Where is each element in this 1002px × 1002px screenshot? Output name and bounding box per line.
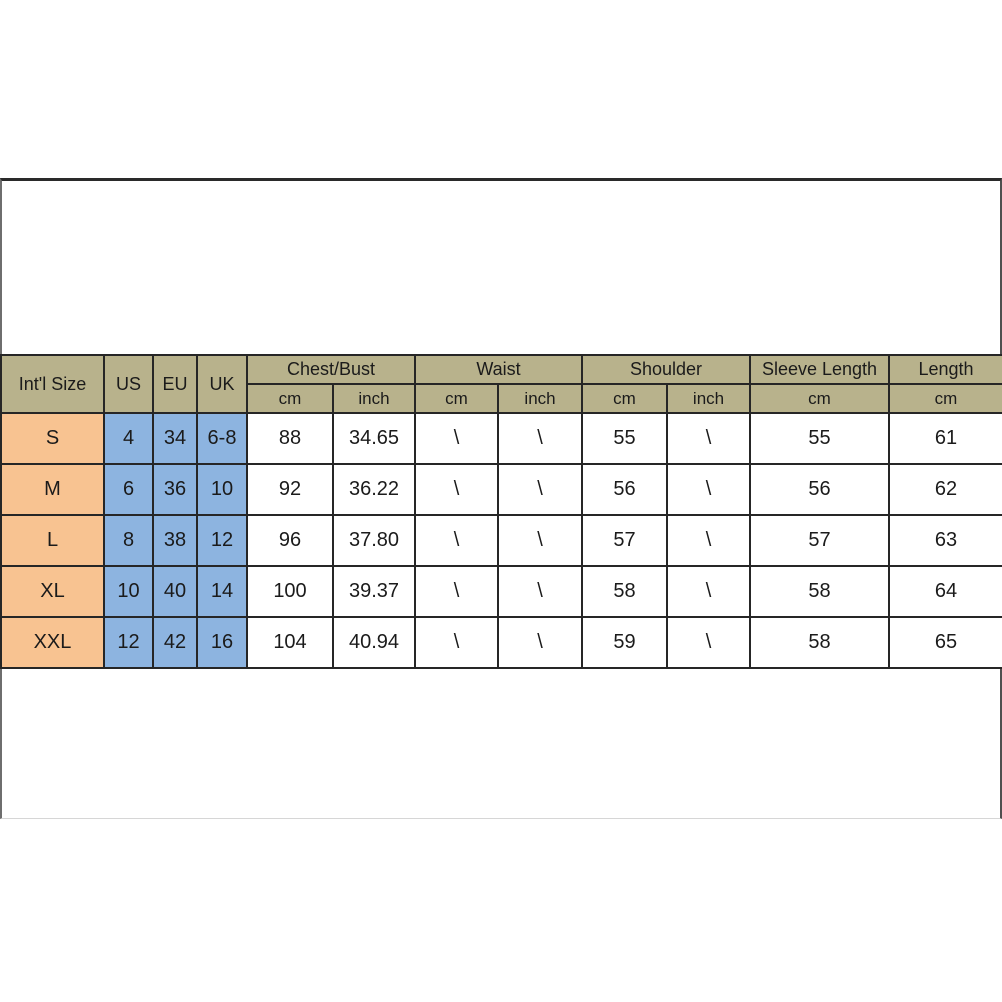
header-uk: UK bbox=[197, 355, 247, 413]
sleeve-cm-cell: 58 bbox=[750, 566, 889, 617]
shoulder-cm-cell: 56 bbox=[582, 464, 667, 515]
waist-inch-cell: \ bbox=[498, 566, 582, 617]
table-header bbox=[1, 355, 1002, 413]
shoulder-cm-cell: 57 bbox=[582, 515, 667, 566]
intl-size-cell: XXL bbox=[1, 617, 104, 668]
waist-cm-cell: \ bbox=[415, 566, 498, 617]
eu-cell: 38 bbox=[153, 515, 197, 566]
header-waist: Waist bbox=[415, 355, 582, 384]
sleeve-cm-cell: 58 bbox=[750, 617, 889, 668]
shoulder-inch-unit: inch bbox=[667, 384, 750, 413]
shoulder-cm-unit: cm bbox=[582, 384, 667, 413]
table-row-m bbox=[1, 464, 1002, 515]
header-group-row bbox=[1, 355, 1002, 384]
us-cell: 12 bbox=[104, 617, 153, 668]
waist-cm-cell: \ bbox=[415, 515, 498, 566]
uk-cell: 16 bbox=[197, 617, 247, 668]
chest-inch-cell: 37.80 bbox=[333, 515, 415, 566]
header-shoulder: Shoulder bbox=[582, 355, 750, 384]
size-chart-table bbox=[0, 354, 1002, 669]
shoulder-cm-cell: 58 bbox=[582, 566, 667, 617]
sleeve-cm-cell: 57 bbox=[750, 515, 889, 566]
eu-cell: 36 bbox=[153, 464, 197, 515]
shoulder-inch-cell: \ bbox=[667, 515, 750, 566]
table-row-s bbox=[1, 413, 1002, 464]
uk-cell: 14 bbox=[197, 566, 247, 617]
waist-cm-cell: \ bbox=[415, 464, 498, 515]
shoulder-inch-cell: \ bbox=[667, 617, 750, 668]
intl-size-cell: M bbox=[1, 464, 104, 515]
waist-inch-unit: inch bbox=[498, 384, 582, 413]
us-cell: 10 bbox=[104, 566, 153, 617]
header-length: Length bbox=[889, 355, 1002, 384]
header-intl-size: Int'l Size bbox=[1, 355, 104, 413]
chest-cm-cell: 104 bbox=[247, 617, 333, 668]
waist-cm-cell: \ bbox=[415, 413, 498, 464]
sleeve-cm-cell: 56 bbox=[750, 464, 889, 515]
intl-size-cell: L bbox=[1, 515, 104, 566]
chest-cm-cell: 92 bbox=[247, 464, 333, 515]
header-eu: EU bbox=[153, 355, 197, 413]
length-cm-cell: 61 bbox=[889, 413, 1002, 464]
intl-size-cell: XL bbox=[1, 566, 104, 617]
chest-cm-cell: 100 bbox=[247, 566, 333, 617]
waist-inch-cell: \ bbox=[498, 515, 582, 566]
shoulder-inch-cell: \ bbox=[667, 464, 750, 515]
length-cm-cell: 64 bbox=[889, 566, 1002, 617]
waist-cm-unit: cm bbox=[415, 384, 498, 413]
length-cm-cell: 62 bbox=[889, 464, 1002, 515]
header-chest-bust: Chest/Bust bbox=[247, 355, 415, 384]
shoulder-inch-cell: \ bbox=[667, 566, 750, 617]
waist-cm-cell: \ bbox=[415, 617, 498, 668]
chest-cm-cell: 96 bbox=[247, 515, 333, 566]
sleeve-cm-unit: cm bbox=[750, 384, 889, 413]
eu-cell: 42 bbox=[153, 617, 197, 668]
length-cm-unit: cm bbox=[889, 384, 1002, 413]
shoulder-cm-cell: 55 bbox=[582, 413, 667, 464]
header-us: US bbox=[104, 355, 153, 413]
table-body bbox=[1, 413, 1002, 668]
waist-inch-cell: \ bbox=[498, 464, 582, 515]
shoulder-inch-cell: \ bbox=[667, 413, 750, 464]
chest-cm-cell: 88 bbox=[247, 413, 333, 464]
chest-inch-cell: 36.22 bbox=[333, 464, 415, 515]
eu-cell: 40 bbox=[153, 566, 197, 617]
table-row-xxl bbox=[1, 617, 1002, 668]
uk-cell: 10 bbox=[197, 464, 247, 515]
header-sleeve-length: Sleeve Length bbox=[750, 355, 889, 384]
chest-inch-cell: 34.65 bbox=[333, 413, 415, 464]
uk-cell: 6-8 bbox=[197, 413, 247, 464]
length-cm-cell: 65 bbox=[889, 617, 1002, 668]
shoulder-cm-cell: 59 bbox=[582, 617, 667, 668]
us-cell: 8 bbox=[104, 515, 153, 566]
waist-inch-cell: \ bbox=[498, 413, 582, 464]
chest-inch-unit: inch bbox=[333, 384, 415, 413]
chest-cm-unit: cm bbox=[247, 384, 333, 413]
sleeve-cm-cell: 55 bbox=[750, 413, 889, 464]
table-row-xl bbox=[1, 566, 1002, 617]
table-row-l bbox=[1, 515, 1002, 566]
us-cell: 6 bbox=[104, 464, 153, 515]
chest-inch-cell: 39.37 bbox=[333, 566, 415, 617]
intl-size-cell: S bbox=[1, 413, 104, 464]
waist-inch-cell: \ bbox=[498, 617, 582, 668]
eu-cell: 34 bbox=[153, 413, 197, 464]
length-cm-cell: 63 bbox=[889, 515, 1002, 566]
us-cell: 4 bbox=[104, 413, 153, 464]
chest-inch-cell: 40.94 bbox=[333, 617, 415, 668]
uk-cell: 12 bbox=[197, 515, 247, 566]
